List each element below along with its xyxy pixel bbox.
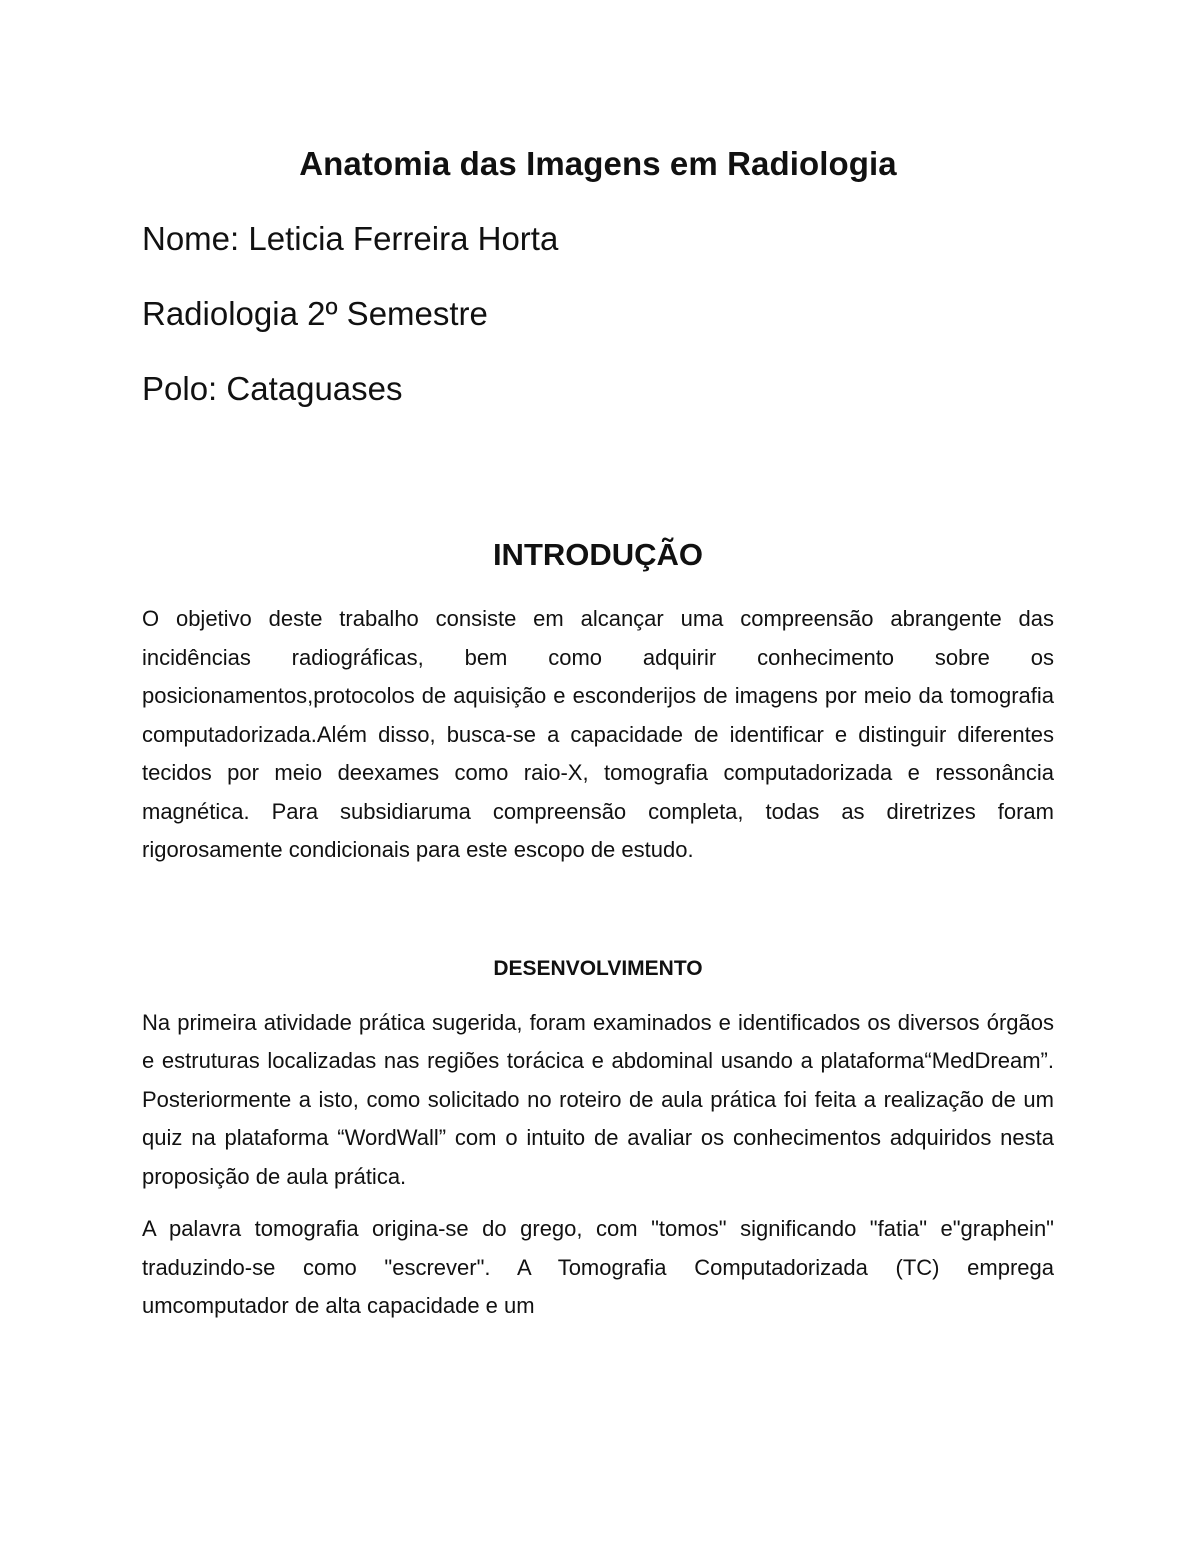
development-paragraph-1: Na primeira atividade prática sugerida, foram examinados e identificados os diversos órgãos e estruturas localizadas nas regiões torácica e abdominal usando a plataforma“MedDream”. Posteriormente a isto, como solicitado no roteiro de aula prática foi feita a realização de um quiz na plataforma “WordWall” com o intuito de avaliar os conhecimentos adquiridos nesta proposição de aula prática.: [142, 1009, 1054, 1189]
polo-location: Polo: Cataguases: [142, 370, 403, 407]
development-heading: DESENVOLVIMENTO: [493, 956, 703, 980]
development-paragraph-2: A palavra tomografia origina-se do grego, com "tomos" significando "fatia" e"graphein" traduzindo-se como "escrever". A Tomografia Computadorizada (TC) emprega umcomputador de alta capacidade e um: [142, 1216, 1054, 1318]
document-title: Anatomia das Imagens em Radiologia: [299, 145, 897, 182]
document-body: [142, 140, 1054, 1326]
introduction-heading: INTRODUÇÃO: [492, 537, 704, 572]
course-semester: Radiologia 2º Semestre: [142, 295, 488, 332]
introduction-paragraph: O objetivo deste trabalho consiste em alcançar uma compreensão abrangente das incidências radiográficas, bem como adquirir conhecimento sobre os posicionamentos,protocolos de aquisição e esconderijos de imagens por meio da tomografia computadorizada.Além disso, busca-se a capacidade de identificar e distinguir diferentes tecidos por meio deexames como raio-X, tomografia computadorizada e ressonância magnética. Para subsidiaruma compreensão completa, todas as diretrizes foram rigorosamente condicionais para este escopo de estudo.: [142, 606, 1054, 862]
student-name: Nome: Leticia Ferreira Horta: [142, 220, 559, 257]
